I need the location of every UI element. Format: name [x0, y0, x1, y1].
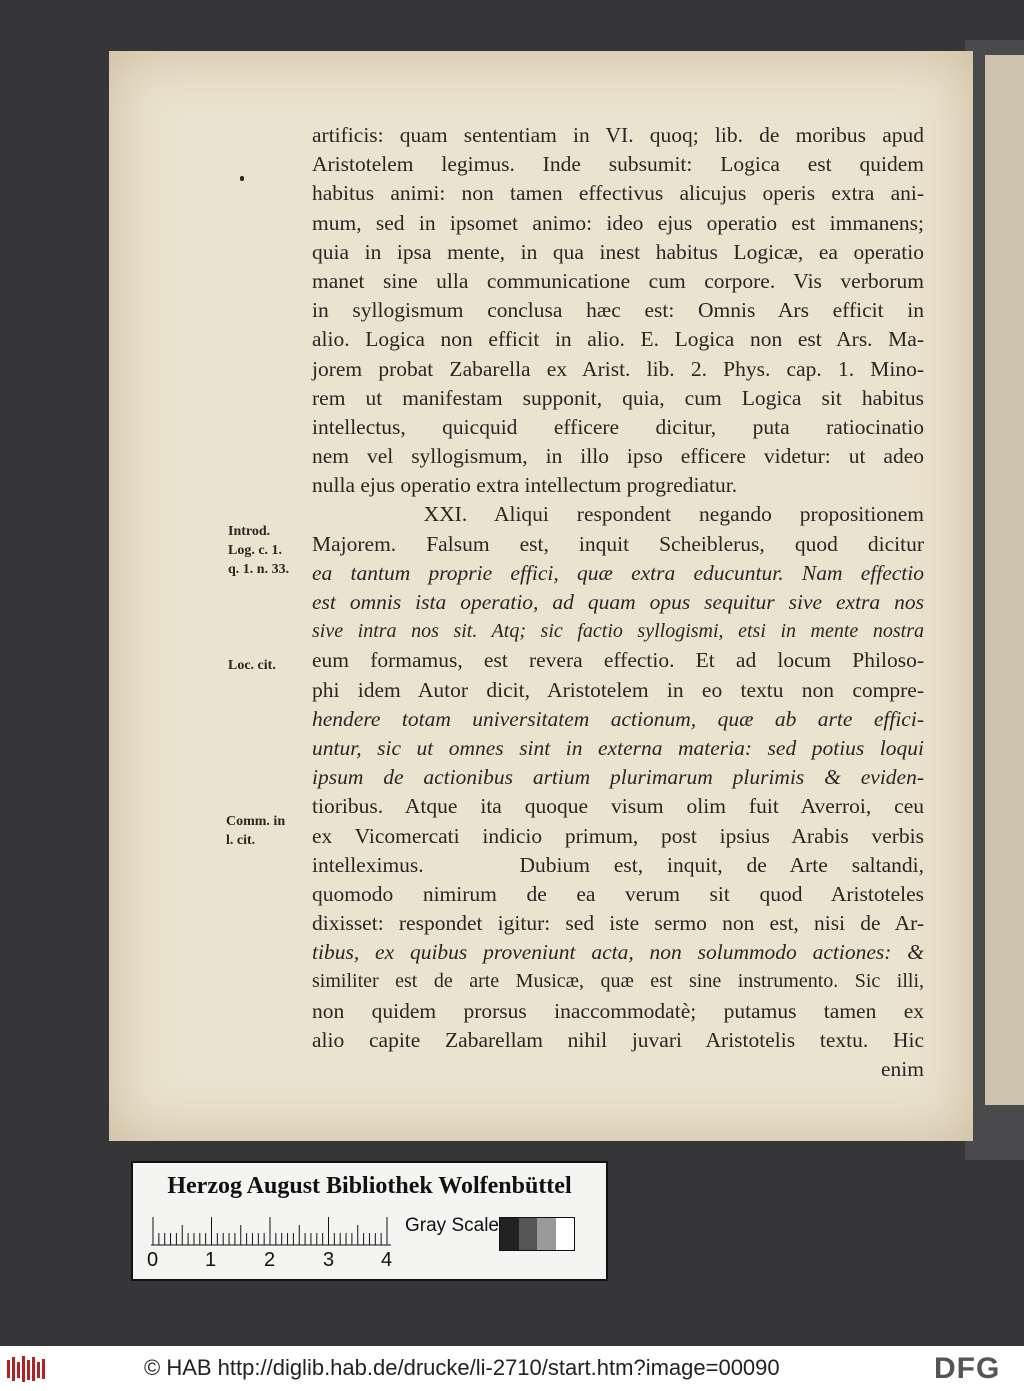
marginal-note: [226, 812, 285, 850]
ruler-number: 3: [323, 1249, 335, 1271]
marginal-line: q. 1. n. 33.: [228, 562, 290, 577]
facing-page-paper: [985, 55, 1024, 1105]
gray-swatch: [500, 1218, 519, 1250]
text-line: sive intra nos sit. Atq; sic factio syllogismi, etsi in mente nostra: [312, 620, 924, 643]
marginal-note: [228, 656, 276, 675]
text-line: artificis: quam sententiam in VI. quoq; lib. de moribus apud: [312, 123, 924, 147]
text-line: in syllogismum conclusa hæc est: Omnis Ars efficit in: [312, 298, 924, 323]
text-line: untur, sic ut omnes sint in externa materia: sed potius loqui: [312, 735, 924, 760]
ink-mark: [240, 176, 244, 181]
text-line: habitus animi: non tamen effectivus alicujus operis extra ani-: [312, 181, 924, 206]
text-line: XXI. Aliqui respondent negando propositionem: [312, 502, 924, 527]
marginal-note: [228, 522, 289, 579]
text-line: Aristotelem legimus. Inde subsumit: Logica est quidem: [312, 152, 924, 177]
ruler-number: 4: [381, 1249, 393, 1271]
ruler-number: 2: [264, 1249, 276, 1271]
footer-bar: [0, 1346, 1024, 1391]
library-title: Herzog August Bibliothek Wolfenbüttel: [167, 1173, 572, 1199]
text-line: mum, sed in ipsomet animo: ideo ejus operatio est immanens;: [312, 210, 924, 235]
text-line: jorem probat Zabarella ex Arist. lib. 2. Phys. cap. 1. Mino-: [312, 356, 924, 381]
ruler-number: 0: [147, 1249, 159, 1271]
text-line: alio capite Zabarellam nihil juvari Aristotelis textu. Hic: [312, 1027, 924, 1052]
ruler-numbers: [133, 1249, 606, 1273]
gray-swatch: [556, 1218, 575, 1250]
marginal-line: Introd.: [228, 524, 271, 539]
gray-swatch: [519, 1218, 538, 1250]
marginal-line: Loc. cit.: [228, 658, 276, 673]
text-line: hendere totam universitatem actionum, quæ ab arte effici-: [312, 706, 924, 731]
text-line: quia in ipsa mente, in qua inest habitus Logicæ, ea operatio: [312, 239, 924, 264]
text-line: nem vel syllogismum, in illo ipso efficere videtur: ut adeo: [312, 444, 924, 469]
text-line: eum formamus, est revera effectio. Et ad locum Philoso-: [312, 648, 924, 673]
main-text: [312, 121, 924, 1084]
gray-scale-label: Gray Scale: [405, 1215, 499, 1236]
text-line: Majorem. Falsum est, inquit Scheiblerus, quod dicitur: [312, 531, 924, 556]
text-line: similiter est de arte Musicæ, quæ est sine instrumento. Sic illi,: [312, 970, 924, 993]
gray-swatches: [499, 1217, 575, 1251]
catchword: enim: [881, 1057, 924, 1081]
gray-swatch: [537, 1218, 556, 1250]
marginal-line: l. cit.: [226, 833, 256, 848]
marginal-line: Comm. in: [226, 814, 286, 829]
text-line: ex Vicomercati indicio primum, post ipsius Arabis verbis: [312, 823, 924, 848]
text-line: ipsum de actionibus artium plurimarum plurimis & eviden-: [312, 765, 924, 790]
text-line: alio. Logica non efficit in alio. E. Logica non est Ars. Ma-: [312, 327, 924, 352]
text-line: dixisset: respondet igitur: sed iste sermo non est, nisi de Ar-: [312, 911, 924, 936]
dfg-logo: DFG: [934, 1352, 1001, 1385]
ruler-ticks: [151, 1215, 391, 1247]
text-line: tioribus. Atque ita quoque visum olim fuit Averroi, ceu: [312, 794, 924, 819]
text-line: phi idem Autor dicit, Aristotelem in eo textu non compre-: [312, 677, 924, 702]
ruler-number: 1: [205, 1249, 217, 1271]
text-line: tibus, ex quibus proveniunt acta, non solummodo actiones: &: [312, 940, 924, 965]
text-line: nulla ejus operatio extra intellectum progrediatur.: [312, 473, 738, 498]
text-line: non quidem prorsus inaccommodatè; putamus tamen ex: [312, 998, 924, 1023]
text-line: manet sine ulla communicatione cum corpore. Vis verborum: [312, 268, 924, 293]
text-line: ea tantum proprie effici, quæ extra educuntur. Nam effectio: [312, 560, 924, 585]
text-line: rem ut manifestam supponit, quia, cum Logica sit habitus: [312, 385, 924, 410]
hab-logo-icon: [6, 1354, 46, 1384]
text-line: intellectus, quicquid efficere dicitur, puta ratiocinatio: [312, 414, 924, 439]
color-scale-card: [131, 1161, 608, 1281]
copyright-link[interactable]: © HAB http://diglib.hab.de/drucke/li-2710/start.htm?image=00090: [144, 1355, 780, 1380]
text-line: intelleximus. Dubium est, inquit, de Arte saltandi,: [312, 852, 924, 877]
text-line: quomodo nimirum de ea verum sit quod Aristoteles: [312, 881, 924, 906]
marginal-line: Log. c. 1.: [228, 543, 283, 558]
text-line: est omnis ista operatio, ad quam opus sequitur sive extra nos: [312, 590, 924, 614]
